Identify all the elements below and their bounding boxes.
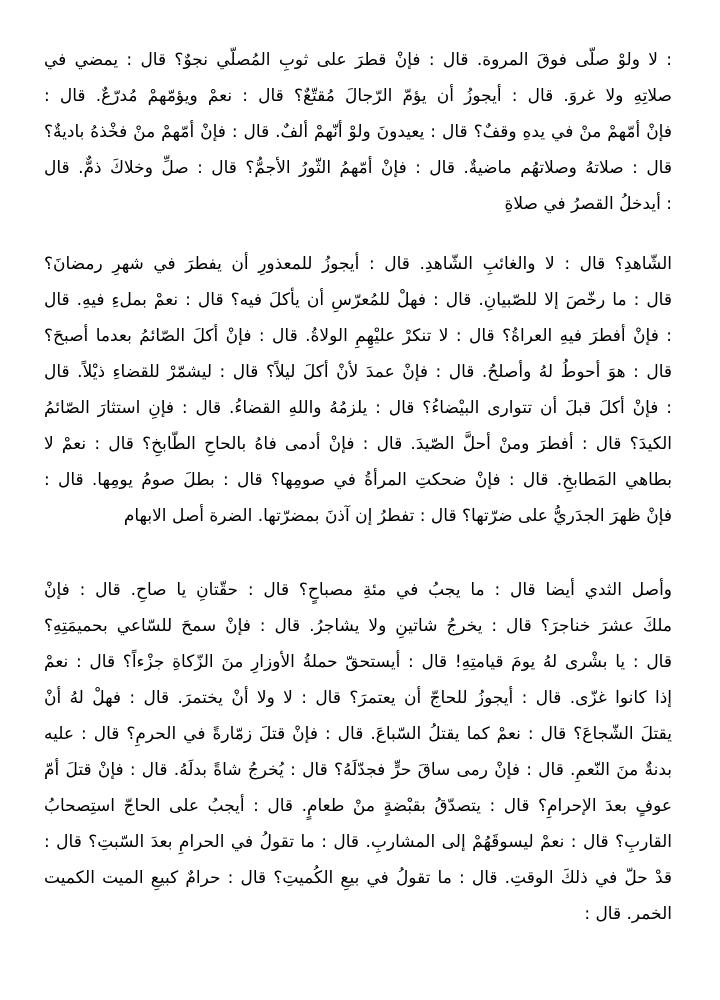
text-line: فإنْ ظهرَ الجدَريُّ على ضرّتها؟ قال : تفطرُ إن آذنَ بمضرّتها. الضرة أصل الابهام [123,506,672,526]
text-line: : أيدخلُ القصرُ في صلاةِ [504,194,672,214]
text-line: عوفٍ بعدَ الإحرامِ؟ قال : يتصدّقُ بقبْضةٍ منْ طعامٍ. قال : أيجبُ على الحاجّ استِصحابُ [44,796,672,816]
text-line: الشّاهدِ؟ قال : لا والغائبِ الشّاهدِ. قال : أيجوزُ للمعذورِ أن يفطرَ في شهرِ رمضانَ؟ [44,254,672,274]
text-line: قال : هوَ أحوطُ لهُ وأصلحُ. قال : فإنْ عمدَ لأنْ أكلَ ليلاً؟ قال : ليشمّرْ للقضاءِ ذيْلاً. قال [44,362,672,382]
text-line: قدْ حلّ في ذلكَ الوقتِ. قال : ما تقولُ في بيعِ الكُميتِ؟ قال : حرامٌ كبيعِ الميت الكميت [44,868,672,888]
text-line: ملكَ عشرَ خناجرَ؟ قال : يخرجُ شاتينِ ولا يشاجرُ. قال : فإنْ سمحَ للسّاعي بحميمَتِهِ؟ [44,616,672,636]
text-line: : لا ولوْ صلّى فوقَ المروة. قال : فإنْ قطرَ على ثوبِ المُصلّي نجوٌ؟ قال : يمضي في [44,50,672,70]
text-line: القاربِ؟ قال : نعمْ ليسوقَهُمْ إلى المشاربِ. قال : ما تقولُ في الحرامِ بعدَ السّبتِ؟ قال : [44,832,672,852]
text-line: إذا كانوا غزّى. قال : أيجوزُ للحاجّ أن يعتمرَ؟ قال : لا ولا أنْ يختمرَ. قال : فهلْ لهُ أنْ [44,688,672,708]
text-line: بطاهي المَطابخِ. قال : فإنْ ضحكتِ المرأةُ في صومِها؟ قال : بطلَ صومُ يومِها. قال : [44,470,672,490]
text-line: يقتلَ الشّجاعَ؟ قال : نعمْ كما يقتلُ السّباعَ. قال : فإنْ قتلَ زمّارةً في الحرمِ؟ قال : عليه [44,724,672,744]
text-line: : فإنْ أفطرَ فيهِ العراةُ؟ قال : لا تنكرْ عليْهِمِ الولاةُ. قال : فإنْ أكلَ الصّائمُ بعدما أصبحَ؟ [44,326,672,346]
text-line: قال : يا بشْرى لهُ يومَ قيامتِهِ! قال : أيستحقّ حملةُ الأوزارِ منَ الزّكاةِ جزْءاً؟ قال : نعمْ [44,652,672,672]
text-line: الكيدَ؟ قال : أفطرَ ومنْ أحلَّ الصّيدَ. قال : فإنْ أدمى فاهُ بالحاحِ الطّابخِ؟ قال : نعمْ لا [44,434,672,454]
text-line: بدنةٌ منَ النّعمِ. قال : فإنْ رمى ساقَ حرٍّ فجدّلَهُ؟ قال : يُخرجُ شاةً بدلَهُ. قال : فإنْ قتلَ أمّ [44,760,672,780]
text-line: قال : ما رخّصَ إلا للصّبيانِ. قال : فهلْ للمُعرّسِ أن يأكلَ فيه؟ قال : نعمْ بملءِ فيهِ. قال [44,290,672,310]
text-line: فإنْ أمّهمْ منْ في يدهِ وقفٌ؟ قال : يعيدونَ ولوْ أنّهمْ ألفٌ. قال : فإنْ أمّهمْ منْ فخْذهُ باديةٌ؟ [44,122,672,142]
text-line: : فإنْ أكلَ قبلَ أن تتوارى البيْضاءُ؟ قال : يلزمُهُ واللهِ القضاءُ. قال : فإنِ استثارَ الصّائمُ [44,398,672,418]
text-line: قال : صلاتهُ وصلاتهُم ماضيةٌ. قال : فإنْ أمّهمُ الثّورُ الأجمُّ؟ قال : صلِّ وخلاكَ ذمٌّ. قال [44,158,672,178]
text-line: صلاتِهِ ولا غروَ. قال : أيجوزُ أن يؤمّ الرّجالَ مُقتّعٌ؟ قال : نعمْ ويؤمّهمْ مُدرّعٌ. قال : [44,86,672,106]
text-line: الخمر. قال : [584,904,672,924]
text-line: وأصل الثدي أيضا قال : ما يجبُ في مئةِ مصباحٍ؟ قال : حقّتانِ يا صاحِ. قال : فإنْ [44,580,672,600]
